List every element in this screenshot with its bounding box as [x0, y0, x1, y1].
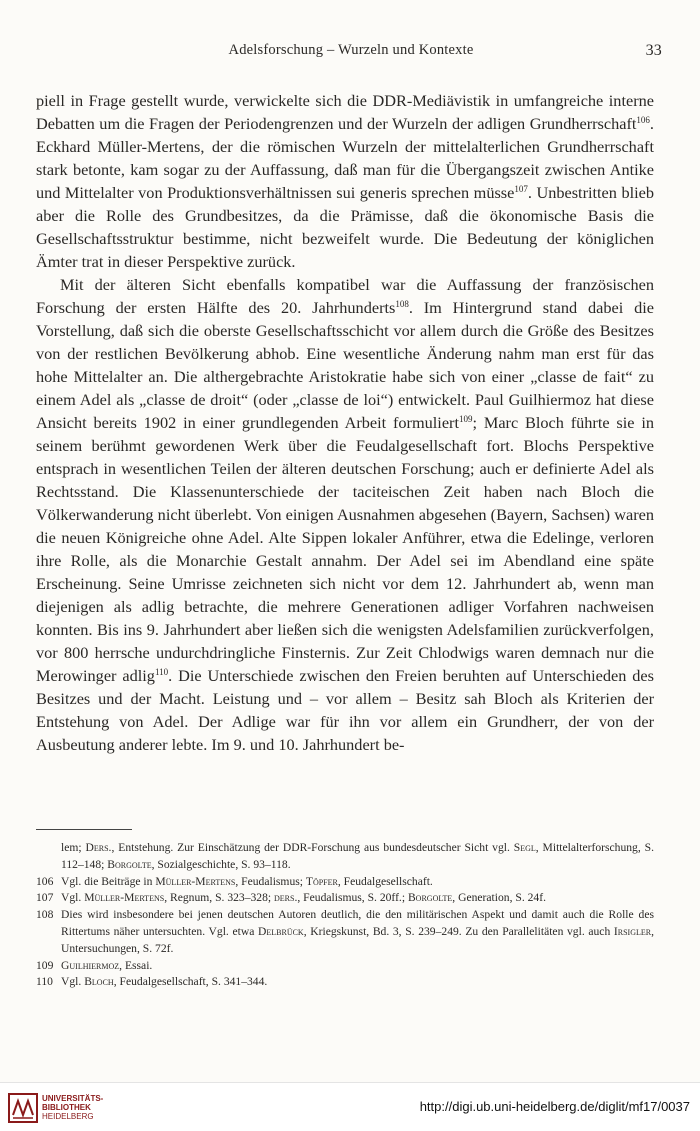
running-title: Adelsforschung – Wurzeln und Kontexte — [228, 42, 474, 58]
digitization-footer — [0, 1082, 700, 1131]
body-text — [36, 89, 654, 756]
footnote-number: 108 — [36, 908, 54, 922]
footnote-107: 107 Vgl. Müller-Mertens, Regnum, S. 323–328; ders., Feudalismus, S. 20ff.; Borgolte, Generation, S. 24f. — [36, 890, 654, 907]
footnote-divider — [36, 829, 132, 830]
footnotes — [36, 840, 654, 991]
running-header — [36, 42, 666, 64]
footnote-108: 108 Dies wird insbesondere bei jenen deutschen Autoren deutlich, die den militärischen Aspekt und damit auch die Rolle des Rittertums näher untersuchten. Vgl. etwa Delbrück, Kriegskunst, Bd. 3, S. 239–249. Zu den Parallelitäten vgl. auch Irsigler, Untersuchungen, S. 72f. — [36, 908, 654, 955]
footnote-number: 109 — [36, 958, 54, 972]
footnote-ref[interactable]: 110 — [154, 667, 169, 677]
footnote-continued: lem; Ders., Entstehung. Zur Einschätzung der DDR-Forschung aus bundesdeutscher Sicht vgl. Segl, Mittelalterforschung, S. 112–148; Borgolte, Sozialgeschichte, S. 93–118. — [61, 841, 654, 871]
footnote-number: 107 — [36, 891, 54, 905]
footnote-106: 106 Vgl. die Beiträge in Müller-Mertens, Feudalismus; Töpfer, Feudalgesellschaft. — [36, 874, 654, 891]
footnote-number: 106 — [36, 874, 54, 888]
footnote-110: 110 Vgl. Bloch, Feudalgesellschaft, S. 341–344. — [36, 974, 654, 991]
paragraph: Mit der älteren Sicht ebenfalls kompatibel war die Auffassung der französischen Forschung der ersten Hälfte des 20. Jahrhunderts$^{108}$. Im Hintergrund stand dabei die Vorstellung, daß sich die oberste Gesellschaftsschicht vor allem durch die Größe des Besitzes von der restlichen Bevölkerung abhob. Eine wesentliche Änderung nahm man erst für das hohe Mittelalter an. Die althergebrachte Aristokratie habe sich von einer „classe de fait“ zu einem Adel als „classe de droit“ (oder „classe de loi“) entwickelt. Paul Guilhiermoz hat diese Ansicht bereits 1902 in einer grundlegenden Arbeit formuliert$^{109}$; Marc Bloch führte sie in seinem berühmt gewordenen Werk über die Feudalgesellschaft fort. Blochs Perspektive entsprach in wesentlichen Teilen der älteren deutschen Forschung; auch er definierte Adel als Rechtsstand. Die Klassenunterschiede der taciteischen Zeit haben nach Bloch die Völkerwanderung nicht überlebt. Von einigen Ausnahmen abgesehen (Bayern, Sachsen) waren die neuen Königreiche ohne Adel. Alte Sippen lokaler Anführer, etwa die Edelinge, verloren ihre Rolle, als die Monarchie Gestalt annahm. Der Adel sei im Abendland eine späte Erscheinung. Seine Umrisse zeichneten sich nicht vor dem 12. Jahrhundert ab, wenn man diejenigen als adlig betrachte, die mehrere Generationen adliger Vorfahren nachweisen konnten. Bis ins 9. Jahrhundert aber ließen sich die wenigsten Adelsfamilien zurückverfolgen, vor 800 herrsche undurchdringliche Finsternis. Zur Zeit Chlodwigs waren demnach nur die Merowinger adlig$^{110}$. Die Unterschiede zwischen den Freien beruhten auf Unterschieden des Besitzes und der Macht. Leistung und – vor allem – Besitz sah Bloch als Kriterien der Entstehung von Adel. Der Adlige war für ihn vor allem ein Grundherr, der von der Ausbeutung anderer lebte. Im 9. und 10. Jahrhundert be- — [36, 275, 654, 754]
footnote-ref[interactable]: 108 — [395, 299, 409, 309]
source-url-link[interactable]: http://digi.ub.uni-heidelberg.de/diglit/mf17/0037 — [419, 1099, 690, 1114]
paragraph: piell in Frage gestellt wurde, verwickelte sich die DDR-Mediävistik in umfangreiche interne Debatten um die Fragen der Periodengrenzen und der Wurzeln der adligen Grundherrschaft$^{106}$. Eckhard Müller-Mertens, der die römischen Wurzeln der mittelalterlichen Grundherrschaft stark betonte, kam sogar zu der Auffassung, daß man für die Übergangszeit zwischen Antike und Mittelalter von Produktionsverhältnissen sui generis sprechen müsse$^{107}$. Unbestritten blieb aber die Rolle des Grundbesitzes, da die Prämisse, daß die ökonomische Basis die Gesellschaftsstruktur bestimme, nicht bezweifelt wurde. Die Bedeutung der königlichen Ämter trat in dieser Perspektive zurück. — [36, 91, 654, 271]
library-name: UNIVERSITÄTS- BIBLIOTHEK HEIDELBERG — [42, 1094, 104, 1121]
footnote-number: 110 — [36, 975, 53, 989]
library-seal-icon — [8, 1093, 38, 1123]
page-number: 33 — [645, 42, 662, 59]
library-logo[interactable] — [8, 1093, 128, 1127]
footnote-ref[interactable]: 109 — [459, 414, 473, 424]
footnote-ref[interactable]: 107 — [514, 184, 528, 194]
footnote-ref[interactable]: 106 — [636, 115, 650, 125]
footnote-109: 109 Guilhiermoz, Essai. — [36, 958, 654, 975]
